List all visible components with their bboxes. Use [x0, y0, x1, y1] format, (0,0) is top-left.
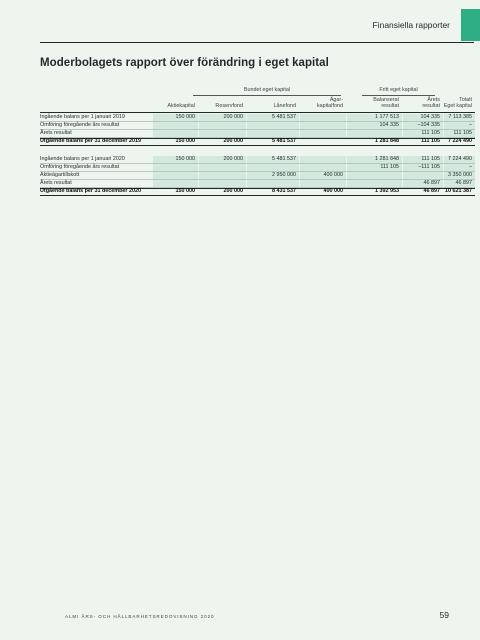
section-title: Finansiella rapporter — [372, 20, 450, 30]
table-cell — [152, 164, 198, 171]
table-cell: 1 392 953 — [346, 189, 402, 195]
table-cell: 46 897 — [443, 180, 475, 187]
table-cell: 150 000 — [152, 189, 198, 195]
table-cell: 5 481 537 — [246, 156, 299, 163]
table-header-rule — [40, 112, 475, 113]
table-cell: 150 000 — [152, 114, 198, 121]
table-cell: 111 105 — [402, 139, 443, 145]
table-cell: 111 105 — [443, 130, 475, 137]
row-label: Utgående balans per 31 december 2020 — [40, 188, 141, 195]
table-cell: 200 000 — [198, 189, 246, 195]
column-header: Reservfond — [215, 103, 243, 110]
table-cell — [299, 139, 346, 145]
page-number: 59 — [439, 610, 449, 620]
table-cell — [198, 164, 246, 171]
table-cell — [152, 172, 198, 179]
table-cell: 5 481 537 — [246, 139, 299, 145]
table-total-row — [40, 138, 475, 146]
table-cell: 46 897 — [402, 180, 443, 187]
table-cell — [152, 130, 198, 137]
table-cell: 46 897 — [402, 189, 443, 195]
table-row — [40, 156, 475, 164]
table-cell — [152, 122, 198, 129]
row-label: Utgående balans per 31 december 2019 — [40, 138, 141, 145]
table-cell: 150 000 — [152, 139, 198, 145]
table-cell: 104 335 — [346, 122, 402, 129]
group-header-bundet: Bundet eget kapital — [193, 88, 341, 96]
row-label: Omföring föregående års resultat — [40, 121, 120, 128]
table-cell — [246, 180, 299, 187]
table-cell — [246, 164, 299, 171]
column-header: Aktiekapital — [167, 103, 195, 110]
table-cell — [299, 156, 346, 163]
table-cell — [346, 130, 402, 137]
table-row — [40, 164, 475, 172]
table-cell — [198, 130, 246, 137]
table-row — [40, 114, 475, 122]
table-cell: 111 105 — [346, 164, 402, 171]
table-cell — [299, 130, 346, 137]
table-cell: 7 224 490 — [443, 139, 475, 145]
table-cell — [198, 172, 246, 179]
table-cell — [246, 122, 299, 129]
column-header: Ägar- kapitalfond — [316, 96, 343, 110]
table-row — [40, 130, 475, 138]
table-cell: 1 281 848 — [346, 156, 402, 163]
row-label: Ingående balans per 1 januari 2019 — [40, 113, 125, 120]
table-row — [40, 180, 475, 188]
table-cell: 104 335 — [402, 114, 443, 121]
column-header: Årets resultat — [422, 96, 440, 110]
table-total-row — [40, 188, 475, 196]
row-label: Aktieägartillskott — [40, 171, 80, 178]
table-cell: 8 431 537 — [246, 189, 299, 195]
table-cell: 200 000 — [198, 114, 246, 121]
table-cell — [152, 180, 198, 187]
footer-text: ALMI ÅRS- OCH HÅLLBARHETSREDOVISNING 2020 — [65, 614, 215, 619]
table-cell: 200 000 — [198, 156, 246, 163]
table-cell: 7 224 490 — [443, 156, 475, 163]
row-label: Årets resultat — [40, 179, 72, 186]
column-header: Lånefond — [273, 103, 296, 110]
column-header: Totalt Eget kapital — [443, 96, 472, 110]
table-cell: 2 950 000 — [246, 172, 299, 179]
table-cell: –111 105 — [402, 164, 443, 171]
table-cell: 111 105 — [402, 156, 443, 163]
section-tab-marker — [461, 9, 480, 41]
group-header-fritt: Fritt eget kapital — [362, 88, 435, 96]
table-cell: 1 177 513 — [346, 114, 402, 121]
table-cell — [346, 172, 402, 179]
row-label: Årets resultat — [40, 129, 72, 136]
table-cell: – — [443, 122, 475, 129]
table-cell — [299, 164, 346, 171]
table-cell: 400 000 — [299, 172, 346, 179]
table-row — [40, 122, 475, 130]
table-cell: 5 481 537 — [246, 114, 299, 121]
table-cell — [198, 180, 246, 187]
table-cell — [299, 180, 346, 187]
page-title: Moderbolagets rapport över förändring i eget kapital — [40, 57, 329, 69]
table-cell: 1 281 848 — [346, 139, 402, 145]
table-cell — [299, 114, 346, 121]
table-cell — [299, 122, 346, 129]
table-cell — [198, 122, 246, 129]
column-header: Balanserat resultat — [373, 96, 399, 110]
row-label: Omföring föregående års resultat — [40, 163, 120, 170]
table-cell: 7 113 385 — [443, 114, 475, 121]
table-cell: 10 621 387 — [443, 189, 475, 195]
table-row — [40, 172, 475, 180]
table-cell — [246, 130, 299, 137]
table-cell: 111 105 — [402, 130, 443, 137]
table-cell: 400 000 — [299, 189, 346, 195]
table-cell — [346, 180, 402, 187]
table-cell — [402, 172, 443, 179]
header-divider — [40, 42, 474, 43]
row-label: Ingående balans per 1 januari 2020 — [40, 155, 125, 162]
table-cell: 3 350 000 — [443, 172, 475, 179]
table-cell: – — [443, 164, 475, 171]
table-cell: –104 335 — [402, 122, 443, 129]
table-cell: 200 000 — [198, 139, 246, 145]
table-cell: 150 000 — [152, 156, 198, 163]
